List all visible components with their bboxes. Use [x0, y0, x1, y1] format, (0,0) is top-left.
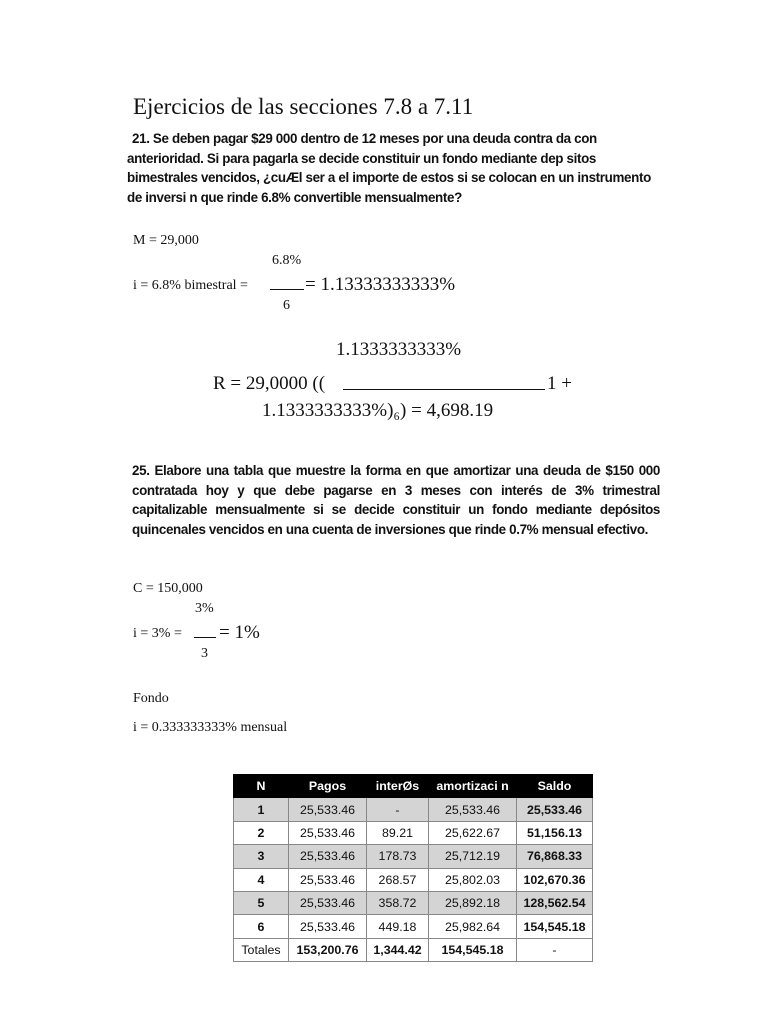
rate25-result: = 1%	[219, 622, 260, 643]
cell-n: 4	[234, 868, 289, 891]
totals-label: Totales	[234, 938, 289, 961]
rate-numerator: 6.8%	[272, 253, 302, 268]
cell-amortizacion: 25,533.46	[429, 798, 517, 821]
amortization-table	[233, 774, 593, 962]
cell-n: 3	[234, 845, 289, 868]
r-fraction-bar	[343, 389, 545, 390]
col-header-intereses: interØs	[367, 775, 429, 798]
r-lhs: R = 29,0000 ((	[213, 373, 326, 394]
exercise-21-statement: 21. Se deben pagar $29 000 dentro de 12 meses por una deuda contra da con anterioridad. Si para pagarla se decide constituir un fondo mediante dep sitos bimestrales vencidos, ¿cuÆl ser a el importe de estos si se colocan en un instrumento de inversi n que rinde 6.8% convertible mensualmente?	[127, 131, 651, 205]
r-tail: 1 +	[547, 373, 572, 394]
rate25-numerator: 3%	[195, 601, 214, 616]
table-row	[234, 845, 593, 868]
cell-intereses: -	[367, 798, 429, 821]
cell-pagos: 25,533.46	[289, 845, 367, 868]
table-row	[234, 798, 593, 821]
totals-row	[234, 938, 593, 961]
col-header-amortizacion: amortizaci n	[429, 775, 517, 798]
cell-pagos: 25,533.46	[289, 821, 367, 844]
cell-intereses: 358.72	[367, 891, 429, 914]
cell-saldo: 128,562.54	[517, 891, 593, 914]
rate25-denominator: 3	[201, 646, 208, 661]
cell-pagos: 25,533.46	[289, 891, 367, 914]
exercise-25-statement: 25. Elabore una tabla que muestre la forma en que amortizar una deuda de $150 000 contratada hoy y que debe pagarse en 3 meses con interés de 3% trimestral capitalizable mensualmente si se decide constituir un fondo mediante depósitos quincenales vencidos en una cuenta de inversiones que rinde 0.7% mensual efectivo.	[132, 463, 660, 537]
cell-amortizacion: 25,982.64	[429, 915, 517, 938]
cell-saldo: 51,156.13	[517, 821, 593, 844]
cell-pagos: 25,533.46	[289, 798, 367, 821]
table-row	[234, 891, 593, 914]
cell-saldo: 76,868.33	[517, 845, 593, 868]
cell-n: 1	[234, 798, 289, 821]
cell-amortizacion: 25,802.03	[429, 868, 517, 891]
cell-amortizacion: 25,712.19	[429, 845, 517, 868]
cell-pagos: 25,533.46	[289, 915, 367, 938]
cell-saldo: 154,545.18	[517, 915, 593, 938]
totals-pagos: 153,200.76	[289, 938, 367, 961]
col-header-saldo: Saldo	[517, 775, 593, 798]
cell-intereses: 178.73	[367, 845, 429, 868]
r-numerator: 1.1333333333%	[336, 339, 462, 360]
fondo-label: Fondo	[133, 691, 169, 706]
m-equation: M = 29,000	[133, 233, 199, 248]
totals-intereses: 1,344.42	[367, 938, 429, 961]
totals-amortizacion: 154,545.18	[429, 938, 517, 961]
cell-pagos: 25,533.46	[289, 868, 367, 891]
cell-n: 6	[234, 915, 289, 938]
cell-intereses: 89.21	[367, 821, 429, 844]
table-row	[234, 915, 593, 938]
totals-saldo: -	[517, 938, 593, 961]
page-title: Ejercicios de las secciones 7.8 a 7.11	[133, 94, 474, 119]
r-result: 1.1333333333%)₆) = 4,698.19	[262, 400, 494, 421]
cell-saldo: 25,533.46	[517, 798, 593, 821]
table-row	[234, 868, 593, 891]
cell-intereses: 449.18	[367, 915, 429, 938]
cell-amortizacion: 25,622.67	[429, 821, 517, 844]
table-row	[234, 821, 593, 844]
rate25-lhs: i = 3% =	[133, 626, 182, 641]
cell-intereses: 268.57	[367, 868, 429, 891]
rate-lhs: i = 6.8% bimestral =	[133, 278, 248, 293]
col-header-pagos: Pagos	[289, 775, 367, 798]
rate-denominator: 6	[283, 298, 290, 313]
fraction-bar	[270, 289, 304, 290]
cell-saldo: 102,670.36	[517, 868, 593, 891]
rate-result: = 1.13333333333%	[305, 274, 456, 295]
cell-n: 2	[234, 821, 289, 844]
fondo-rate: i = 0.333333333% mensual	[133, 720, 288, 735]
c-equation: C = 150,000	[133, 581, 203, 596]
fraction-bar	[194, 637, 216, 638]
cell-n: 5	[234, 891, 289, 914]
col-header-n: N	[234, 775, 289, 798]
cell-amortizacion: 25,892.18	[429, 891, 517, 914]
